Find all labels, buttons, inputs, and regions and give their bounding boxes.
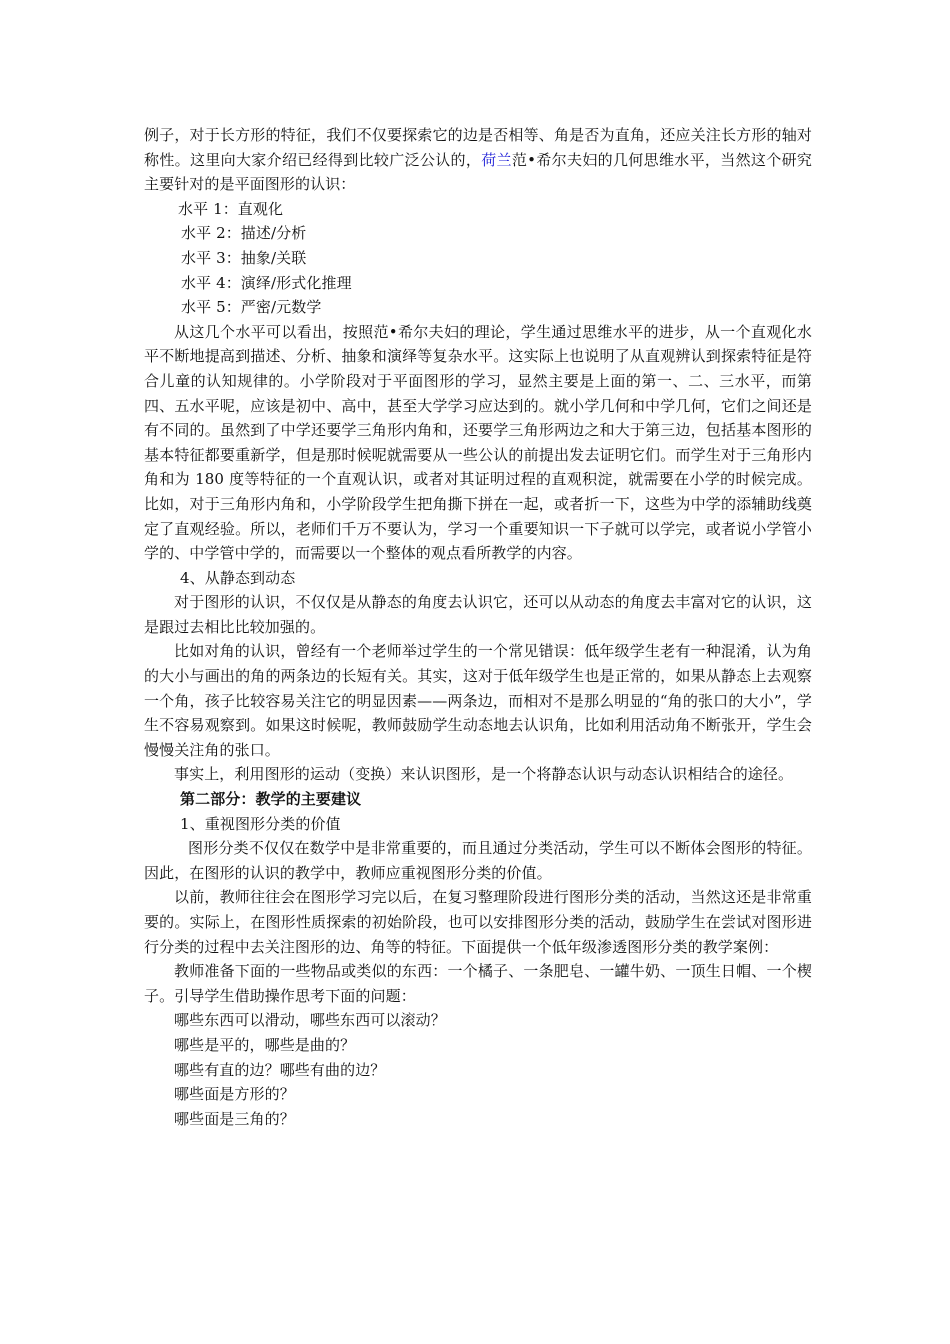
paragraph-materials: 教师准备下面的一些物品或类似的东西：一个橘子、一条肥皂、一罐牛奶、一顶生日帽、一个楔子。引导学生借助操作思考下面的问题： <box>144 962 812 1005</box>
question-square-faces: 哪些面是方形的？ <box>174 1085 295 1104</box>
level-2: 水平 2：描述/分析 <box>181 224 307 243</box>
paragraph-transformation: 事实上，利用图形的运动（变换）来认识图形，是一个将静态认识与动态认识相结合的途径。 <box>174 765 794 784</box>
paragraph-intro-text-after: 范•希尔夫妇的几何思维水平，当然这个研究主要针对的是平面图形的认识： <box>144 150 812 194</box>
question-triangle-faces: 哪些面是三角的？ <box>174 1109 295 1128</box>
document-body <box>144 123 812 1131</box>
section-heading-part2: 第二部分：教学的主要建议 <box>180 790 362 809</box>
level-1: 水平 1：直观化 <box>178 199 284 218</box>
level-5: 水平 5：严密/元数学 <box>181 298 322 317</box>
paragraph-levels-explained: 从这几个水平可以看出，按照范•希尔夫妇的理论，学生通过思维水平的进步，从一个直观化水平不断地提高到描述、分析、抽象和演绎等复杂水平。这实际上也说明了从直观辨认到探索特征是符合儿童的认知规律的。小学阶段对于平面图形的学习，显然主要是上面的第一、二、三水平，而第四、五水平呢，应该是初中、高中，甚至大学学习应达到的。就小学几何和中学几何，它们之间还是有不同的。虽然到了中学还要学三角形内角和，还要学三角形两边之和大于第三边，包括基本图形的基本特征都要重新学，但是那时候呢就需要从一些公认的前提出发去证明它们。而学生对于三角形内角和为 180 度等特征的一个直观认识，或者对其证明过程的直观积淀，就需要在小学的时候完成。比如，对于三角形内角和，小学阶段学生把角撕下拼在一起，或者折一下，这些为中学的添辅助线奠定了直观经验。所以，老师们千万不要认为，学习一个重要知识一下子就可以学完，或者说小学管小学的、中学管中学的，而需要以一个整体的观点看所教学的内容。 <box>144 322 812 563</box>
paragraph-dynamic-view: 对于图形的认识，不仅仅是从静态的角度去认识它，还可以从动态的角度去丰富对它的认识，这是跟过去相比比较加强的。 <box>144 593 812 636</box>
paragraph-classification-timing: 以前，教师往往会在图形学习完以后，在复习整理阶段进行图形分类的活动，当然这还是非常重要的。实际上，在图形性质探索的初始阶段，也可以安排图形分类的活动，鼓励学生在尝试对图形进行分类的过程中去关注图形的边、角等的特征。下面提供一个低年级渗透图形分类的教学案例： <box>144 888 812 956</box>
heading-static-to-dynamic: 4、从静态到动态 <box>180 568 296 587</box>
paragraph-intro <box>144 123 812 197</box>
paragraph-classification-value: 图形分类不仅仅在数学中是非常重要的，而且通过分类活动，学生可以不断体会图形的特征。因此，在图形的认识的教学中，教师应重视图形分类的价值。 <box>144 839 812 882</box>
question-straight-curved-edges: 哪些有直的边？哪些有曲的边？ <box>174 1060 386 1079</box>
level-4: 水平 4：演绎/形式化推理 <box>181 273 352 292</box>
question-flat-curved: 哪些是平的，哪些是曲的？ <box>174 1035 356 1054</box>
netherlands-link[interactable]: 荷兰 <box>481 150 512 169</box>
level-3: 水平 3：抽象/关联 <box>181 248 307 267</box>
paragraph-angle-example: 比如对角的认识，曾经有一个老师举过学生的一个常见错误：低年级学生老有一种混淆，认为角的大小与画出的角的两条边的长短有关。其实，这对于低年级学生也是正常的，如果从静态上去观察一个角，孩子比较容易关注它的明显因素——两条边，而相对不是那么明显的“角的张口的大小”，学生不容易观察到。如果这时候呢，教师鼓励学生动态地去认识角，比如利用活动角不断张开，学生会慢慢关注角的张口。 <box>144 642 812 759</box>
heading-classification: 1、重视图形分类的价值 <box>180 814 341 833</box>
paragraph-intro-text-before: 例子，对于长方形的特征，我们不仅要探索它的边是否相等、角是否为直角，还应关注长方形的轴对称性。这里向大家介绍已经得到比较广泛公认的， <box>144 126 812 169</box>
question-slide-roll: 哪些东西可以滑动，哪些东西可以滚动？ <box>174 1011 446 1030</box>
